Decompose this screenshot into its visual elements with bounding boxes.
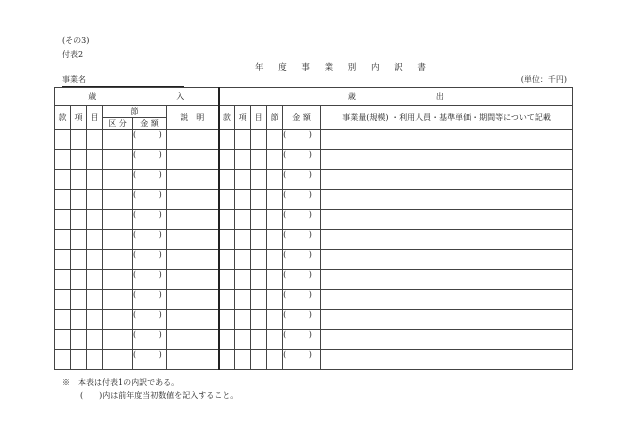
cell-moku-expense[interactable]: [251, 330, 267, 350]
cell-setsumei[interactable]: [167, 350, 219, 370]
cell-kingaku-expense[interactable]: [283, 190, 321, 210]
cell-moku[interactable]: [87, 310, 103, 330]
prior-year-paren: ( ): [283, 250, 322, 259]
cell-kingaku[interactable]: [133, 190, 172, 210]
cell-setsumei[interactable]: [167, 290, 219, 310]
cell-kan[interactable]: [55, 250, 71, 270]
cell-description[interactable]: [321, 330, 573, 350]
cell-setsu-expense[interactable]: [267, 350, 283, 370]
cell-kou[interactable]: [71, 210, 87, 230]
cell-moku[interactable]: [87, 170, 103, 190]
cell-description[interactable]: [321, 290, 573, 310]
cell-kan[interactable]: [55, 290, 71, 310]
table-row: [55, 130, 573, 150]
cell-kan[interactable]: [55, 310, 71, 330]
cell-description[interactable]: [321, 310, 573, 330]
cell-kan-expense[interactable]: [219, 170, 235, 190]
col-kingaku: 金 額: [133, 118, 167, 130]
col-kan-expense: 款: [219, 106, 235, 130]
cell-setsu-expense[interactable]: [267, 250, 283, 270]
cell-kou-expense[interactable]: [235, 330, 251, 350]
cell-setsumei[interactable]: [167, 190, 219, 210]
table-row: [55, 210, 573, 230]
cell-description[interactable]: [321, 130, 573, 150]
cell-kubun[interactable]: [103, 310, 133, 330]
cell-moku[interactable]: [87, 230, 103, 250]
cell-kan-expense[interactable]: [219, 350, 235, 370]
cell-kan-expense[interactable]: [219, 270, 235, 290]
breakdown-table: [54, 87, 573, 370]
prior-year-paren: ( ): [133, 190, 172, 199]
cell-setsumei[interactable]: [167, 270, 219, 290]
cell-moku-expense[interactable]: [251, 170, 267, 190]
col-kou-expense: 項: [235, 106, 251, 130]
cell-kan-expense[interactable]: [219, 250, 235, 270]
cell-kubun[interactable]: [103, 270, 133, 290]
cell-kingaku[interactable]: [133, 170, 172, 190]
cell-kan[interactable]: [55, 190, 71, 210]
cell-kou-expense[interactable]: [235, 150, 251, 170]
page-series-label: (その3): [62, 36, 90, 45]
cell-description[interactable]: [321, 190, 573, 210]
cell-kan-expense[interactable]: [219, 230, 235, 250]
prior-year-paren: ( ): [133, 150, 172, 159]
prior-year-paren: ( ): [283, 330, 322, 339]
prior-year-paren: ( ): [283, 310, 322, 319]
cell-kou[interactable]: [71, 150, 87, 170]
cell-kingaku-expense[interactable]: [283, 230, 321, 250]
project-name-label: 事業名: [62, 75, 184, 87]
cell-kan[interactable]: [55, 270, 71, 290]
cell-moku[interactable]: [87, 330, 103, 350]
note-1: ※ 本表は付表1の内訳である。: [62, 378, 180, 387]
cell-description[interactable]: [321, 230, 573, 250]
cell-kubun[interactable]: [103, 250, 133, 270]
cell-moku[interactable]: [87, 270, 103, 290]
cell-moku-expense[interactable]: [251, 250, 267, 270]
prior-year-paren: ( ): [283, 170, 322, 179]
unit-label: (単位：千円): [520, 75, 567, 84]
cell-kou[interactable]: [71, 330, 87, 350]
cell-kou[interactable]: [71, 270, 87, 290]
cell-kingaku[interactable]: [133, 310, 172, 330]
cell-kou-expense[interactable]: [235, 270, 251, 290]
col-moku: 目: [87, 106, 103, 130]
cell-setsumei[interactable]: [167, 310, 219, 330]
table-row: [55, 330, 573, 350]
cell-kingaku-expense[interactable]: [283, 310, 321, 330]
cell-kan-expense[interactable]: [219, 330, 235, 350]
note-2: ( )内は前年度当初数値を記入すること。: [80, 391, 239, 400]
cell-setsu-expense[interactable]: [267, 190, 283, 210]
cell-kingaku[interactable]: [133, 350, 172, 370]
cell-kan-expense[interactable]: [219, 150, 235, 170]
cell-kingaku[interactable]: [133, 130, 172, 150]
cell-kou-expense[interactable]: [235, 170, 251, 190]
cell-kingaku[interactable]: [133, 330, 172, 350]
expense-header: 歳 出: [219, 88, 573, 106]
prior-year-paren: ( ): [133, 250, 172, 259]
cell-kou[interactable]: [71, 350, 87, 370]
cell-description[interactable]: [321, 210, 573, 230]
cell-kan-expense[interactable]: [219, 190, 235, 210]
cell-kingaku-expense[interactable]: [283, 290, 321, 310]
col-moku-expense: 目: [251, 106, 267, 130]
cell-setsu-expense[interactable]: [267, 210, 283, 230]
cell-description[interactable]: [321, 170, 573, 190]
cell-setsu-expense[interactable]: [267, 310, 283, 330]
prior-year-paren: ( ): [133, 230, 172, 239]
prior-year-paren: ( ): [133, 170, 172, 179]
cell-moku[interactable]: [87, 290, 103, 310]
cell-kou-expense[interactable]: [235, 230, 251, 250]
attachment-label: 付表2: [62, 50, 84, 59]
prior-year-paren: ( ): [283, 230, 322, 239]
cell-setsu-expense[interactable]: [267, 290, 283, 310]
cell-kou[interactable]: [71, 130, 87, 150]
cell-kou[interactable]: [71, 230, 87, 250]
prior-year-paren: ( ): [283, 190, 322, 199]
cell-kingaku[interactable]: [133, 290, 172, 310]
table-row: [55, 350, 573, 370]
cell-kubun[interactable]: [103, 230, 133, 250]
cell-moku[interactable]: [87, 350, 103, 370]
cell-kou-expense[interactable]: [235, 190, 251, 210]
cell-kan[interactable]: [55, 150, 71, 170]
cell-setsumei[interactable]: [167, 130, 219, 150]
cell-setsu-expense[interactable]: [267, 150, 283, 170]
prior-year-paren: ( ): [283, 290, 322, 299]
cell-kan[interactable]: [55, 350, 71, 370]
prior-year-paren: ( ): [283, 350, 322, 359]
cell-kubun[interactable]: [103, 190, 133, 210]
prior-year-paren: ( ): [133, 290, 172, 299]
cell-moku[interactable]: [87, 130, 103, 150]
col-description: 事業量(規模) ・利用人員・基準単価・期間等について記載: [321, 106, 573, 130]
cell-setsumei[interactable]: [167, 210, 219, 230]
cell-moku[interactable]: [87, 210, 103, 230]
cell-kou-expense[interactable]: [235, 310, 251, 330]
col-setsumei: 説 明: [167, 106, 219, 130]
cell-moku-expense[interactable]: [251, 210, 267, 230]
cell-setsumei[interactable]: [167, 250, 219, 270]
cell-setsumei[interactable]: [167, 150, 219, 170]
cell-moku[interactable]: [87, 250, 103, 270]
section-header-row: [55, 88, 573, 106]
cell-kan[interactable]: [55, 170, 71, 190]
cell-moku-expense[interactable]: [251, 190, 267, 210]
prior-year-paren: ( ): [283, 210, 322, 219]
prior-year-paren: ( ): [133, 270, 172, 279]
cell-description[interactable]: [321, 150, 573, 170]
table-row: [55, 190, 573, 210]
cell-kubun[interactable]: [103, 130, 133, 150]
cell-kubun[interactable]: [103, 170, 133, 190]
cell-kan-expense[interactable]: [219, 210, 235, 230]
cell-moku-expense[interactable]: [251, 350, 267, 370]
cell-moku[interactable]: [87, 190, 103, 210]
document-title: 年 度 事 業 別 内 訳 書: [255, 63, 432, 73]
cell-kou-expense[interactable]: [235, 210, 251, 230]
cell-kubun[interactable]: [103, 150, 133, 170]
cell-moku-expense[interactable]: [251, 290, 267, 310]
cell-kubun[interactable]: [103, 330, 133, 350]
cell-setsu-expense[interactable]: [267, 270, 283, 290]
prior-year-paren: ( ): [283, 130, 322, 139]
table-row: [55, 290, 573, 310]
cell-kingaku-expense[interactable]: [283, 170, 321, 190]
cell-kou[interactable]: [71, 290, 87, 310]
cell-kubun[interactable]: [103, 210, 133, 230]
cell-kingaku-expense[interactable]: [283, 270, 321, 290]
cell-kou-expense[interactable]: [235, 250, 251, 270]
cell-setsu-expense[interactable]: [267, 170, 283, 190]
cell-kan[interactable]: [55, 210, 71, 230]
table-row: [55, 310, 573, 330]
col-kingaku-expense: 金 額: [283, 106, 321, 130]
cell-moku[interactable]: [87, 150, 103, 170]
col-kan: 款: [55, 106, 71, 130]
cell-kingaku-expense[interactable]: [283, 350, 321, 370]
prior-year-paren: ( ): [133, 210, 172, 219]
cell-kubun[interactable]: [103, 350, 133, 370]
cell-kou-expense[interactable]: [235, 350, 251, 370]
cell-kubun[interactable]: [103, 290, 133, 310]
cell-kou[interactable]: [71, 310, 87, 330]
income-header: 歳 入: [55, 88, 219, 106]
cell-setsu-expense[interactable]: [267, 130, 283, 150]
cell-description[interactable]: [321, 270, 573, 290]
cell-setsumei[interactable]: [167, 330, 219, 350]
cell-moku-expense[interactable]: [251, 130, 267, 150]
cell-kingaku[interactable]: [133, 210, 172, 230]
cell-moku-expense[interactable]: [251, 150, 267, 170]
cell-setsumei[interactable]: [167, 170, 219, 190]
cell-moku-expense[interactable]: [251, 230, 267, 250]
col-kubun: 区 分: [103, 118, 133, 130]
cell-kan[interactable]: [55, 230, 71, 250]
prior-year-paren: ( ): [133, 330, 172, 339]
cell-setsu-expense[interactable]: [267, 330, 283, 350]
table-row: [55, 170, 573, 190]
prior-year-paren: ( ): [283, 270, 322, 279]
cell-kou-expense[interactable]: [235, 130, 251, 150]
cell-kingaku-expense[interactable]: [283, 130, 321, 150]
cell-setsumei[interactable]: [167, 230, 219, 250]
table-row: [55, 250, 573, 270]
prior-year-paren: ( ): [133, 350, 172, 359]
cell-description[interactable]: [321, 250, 573, 270]
table-row: [55, 270, 573, 290]
cell-moku-expense[interactable]: [251, 310, 267, 330]
table-row: [55, 230, 573, 250]
prior-year-paren: ( ): [283, 150, 322, 159]
cell-kou[interactable]: [71, 250, 87, 270]
cell-kingaku-expense[interactable]: [283, 250, 321, 270]
cell-kou-expense[interactable]: [235, 290, 251, 310]
cell-description[interactable]: [321, 350, 573, 370]
cell-kingaku[interactable]: [133, 250, 172, 270]
cell-kan[interactable]: [55, 330, 71, 350]
cell-kou[interactable]: [71, 170, 87, 190]
cell-kingaku-expense[interactable]: [283, 210, 321, 230]
table-row: [55, 150, 573, 170]
cell-kingaku[interactable]: [133, 270, 172, 290]
col-kou: 項: [71, 106, 87, 130]
cell-kingaku[interactable]: [133, 230, 172, 250]
prior-year-paren: ( ): [133, 130, 172, 139]
cell-kingaku[interactable]: [133, 150, 172, 170]
column-header-row-1: [55, 106, 573, 118]
col-setsu: 節: [103, 106, 167, 118]
col-setsu-expense: 節: [267, 106, 283, 130]
prior-year-paren: ( ): [133, 310, 172, 319]
cell-moku-expense[interactable]: [251, 270, 267, 290]
cell-kingaku-expense[interactable]: [283, 330, 321, 350]
cell-kingaku-expense[interactable]: [283, 150, 321, 170]
cell-kou[interactable]: [71, 190, 87, 210]
cell-setsu-expense[interactable]: [267, 230, 283, 250]
cell-kan-expense[interactable]: [219, 290, 235, 310]
cell-kan-expense[interactable]: [219, 130, 235, 150]
cell-kan[interactable]: [55, 130, 71, 150]
cell-kan-expense[interactable]: [219, 310, 235, 330]
